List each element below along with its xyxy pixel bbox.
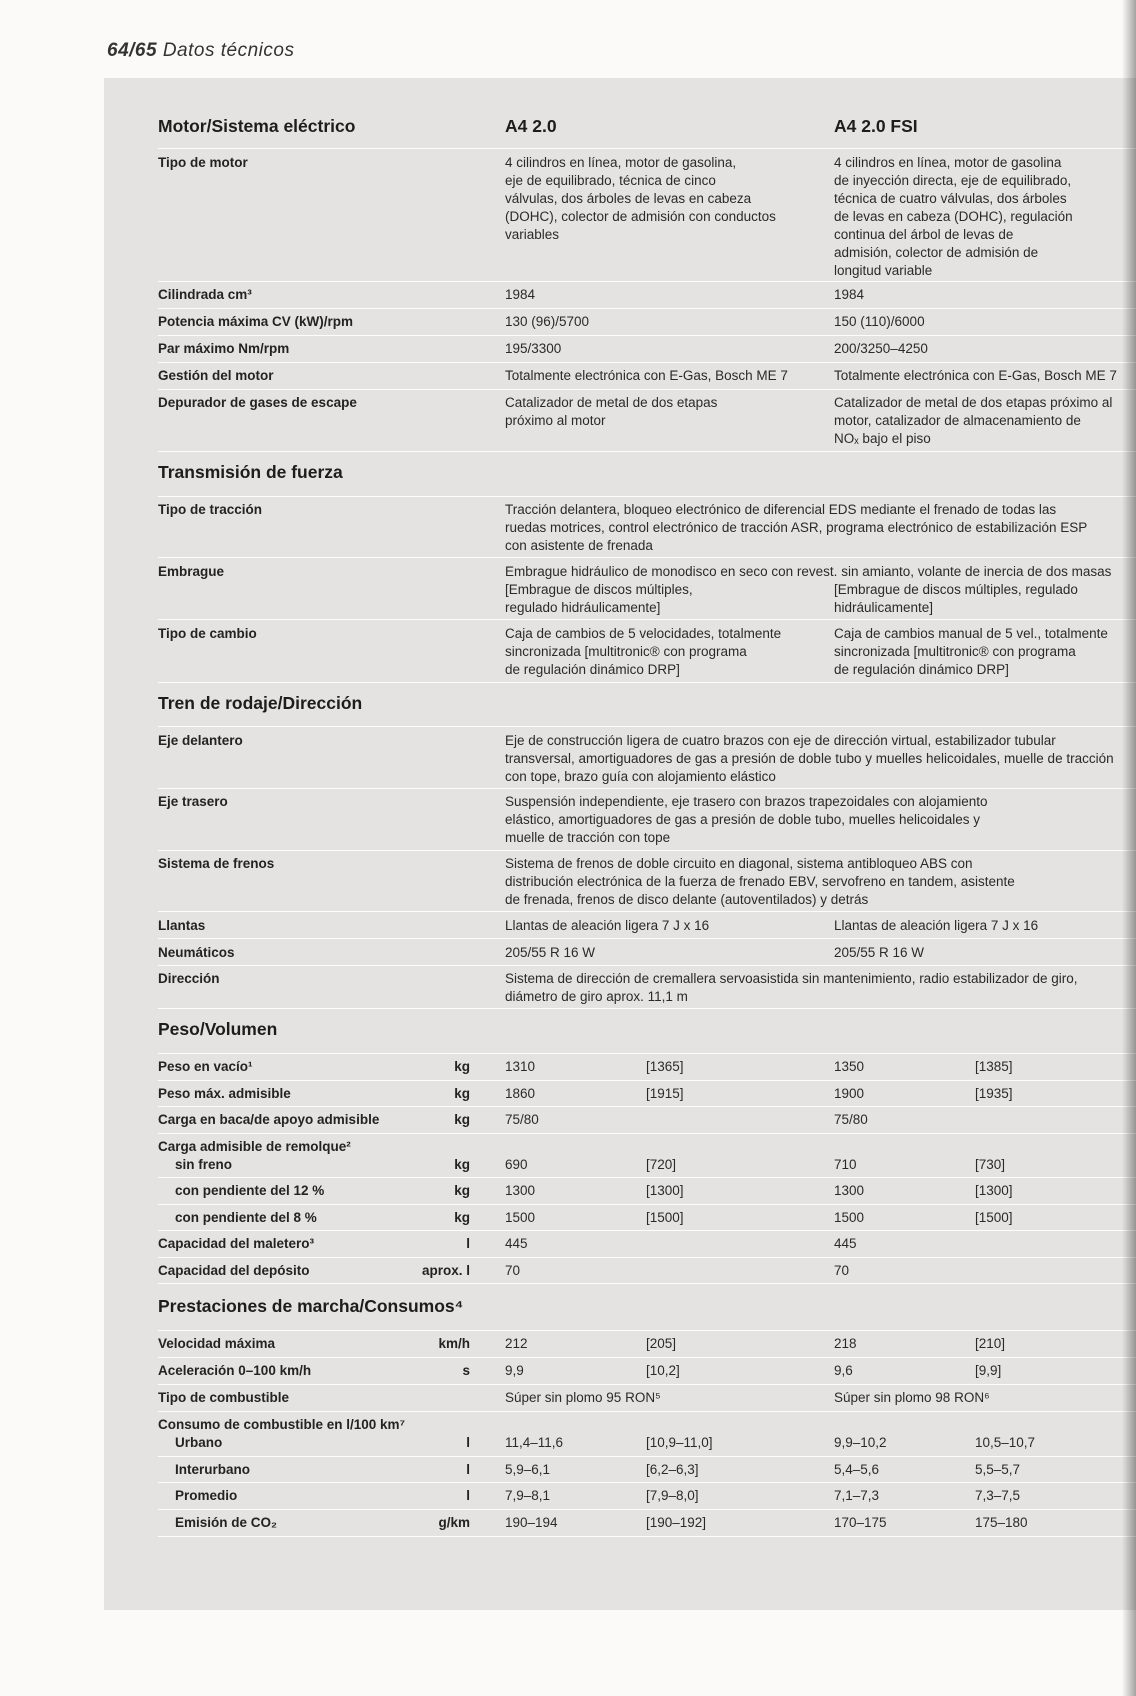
- divider: [158, 1330, 1136, 1331]
- value-gestion-a: Totalmente electrónica con E-Gas, Bosch ME 7: [505, 368, 788, 383]
- value-peso-vacio-a2: [1365]: [646, 1059, 684, 1074]
- value-traccion: Tracción delantera, bloqueo electrónico de diferencial EDS mediante el frenado de todas las ruedas motrices, control electrónico de tracción ASR, programa electrónico de estabilización ESP con asistente de frenada: [505, 502, 1088, 553]
- unit-peso-vacio: kg: [454, 1059, 470, 1074]
- value-tipo-motor-b: 4 cilindros en línea, motor de gasolina de inyección directa, eje de equilibrado, técnica de cuatro válvulas, dos árboles de levas en cabeza (DOHC), regulación continua del árbol de levas de admisión, colector de admisión de longitud variable: [834, 155, 1073, 278]
- divider: [158, 788, 1136, 789]
- divider: [158, 1106, 1136, 1107]
- divider: [158, 850, 1136, 851]
- value-pendiente-8-b2: [1500]: [975, 1210, 1013, 1225]
- divider: [158, 1053, 1136, 1054]
- value-depurador-b: Catalizador de metal de dos etapas próximo al motor, catalizador de almacenamiento de NOₓ bajo el piso: [834, 395, 1113, 446]
- label-embrague: Embrague: [158, 564, 225, 579]
- unit-carga-baca: kg: [454, 1112, 470, 1127]
- value-cambio-b: Caja de cambios manual de 5 vel., totalmente sincronizada [multitronic® con programa de regulación dinámico DRP]: [834, 626, 1108, 677]
- unit-urbano: l: [466, 1435, 470, 1450]
- label-traccion: Tipo de tracción: [158, 502, 263, 517]
- value-aceleracion-b1: 9,6: [834, 1363, 853, 1378]
- unit-emision-co2: g/km: [438, 1515, 470, 1530]
- value-peso-max-b1: 1900: [834, 1086, 865, 1101]
- value-urbano-b2: 10,5–10,7: [975, 1435, 1036, 1450]
- page-title: Datos técnicos: [162, 40, 295, 61]
- unit-interurbano: l: [466, 1462, 470, 1477]
- label-urbano: Urbano: [175, 1435, 223, 1450]
- section-title-peso: Peso/Volumen: [158, 1019, 278, 1039]
- section-title-transmision: Transmisión de fuerza: [158, 462, 343, 482]
- label-direccion: Dirección: [158, 971, 220, 986]
- divider: [158, 1204, 1136, 1205]
- unit-velocidad: km/h: [438, 1336, 470, 1351]
- label-llantas: Llantas: [158, 918, 206, 933]
- label-cambio: Tipo de cambio: [158, 626, 257, 641]
- value-velocidad-a1: 212: [505, 1336, 528, 1351]
- unit-pendiente-8: kg: [454, 1210, 470, 1225]
- value-cilindrada-a: 1984: [505, 287, 536, 302]
- divider: [158, 335, 1136, 336]
- label-aceleracion: Aceleración 0–100 km/h: [158, 1363, 312, 1378]
- unit-promedio: l: [466, 1488, 470, 1503]
- divider: [158, 557, 1136, 558]
- value-urbano-b1: 9,9–10,2: [834, 1435, 887, 1450]
- label-velocidad: Velocidad máxima: [158, 1336, 276, 1351]
- page-number: 64/65: [107, 40, 158, 61]
- divider: [158, 1482, 1136, 1483]
- label-par: Par máximo Nm/rpm: [158, 341, 290, 356]
- column-head-a4-20-fsi: A4 2.0 FSI: [834, 116, 918, 136]
- divider: [158, 1230, 1136, 1231]
- value-sin-freno-a2: [720]: [646, 1157, 677, 1172]
- unit-peso-max: kg: [454, 1086, 470, 1101]
- value-peso-vacio-b2: [1385]: [975, 1059, 1013, 1074]
- value-tipo-motor-a: 4 cilindros en línea, motor de gasolina, eje de equilibrado, técnica de cinco válvulas, dos árboles de levas en cabeza (DOHC), colector de admisión con conductos variables: [505, 155, 776, 242]
- value-llantas-b: Llantas de aleación ligera 7 J x 16: [834, 918, 1039, 933]
- divider: [158, 1411, 1136, 1412]
- value-combustible-b: Súper sin plomo 98 RON⁶: [834, 1390, 990, 1405]
- label-maletero: Capacidad del maletero³: [158, 1236, 315, 1251]
- value-embrague-a: [Embrague de discos múltiples, regulado hidráulicamente]: [505, 582, 693, 615]
- value-neumaticos-b: 205/55 R 16 W: [834, 945, 925, 960]
- divider: [158, 1133, 1136, 1134]
- value-peso-vacio-a1: 1310: [505, 1059, 536, 1074]
- divider: [158, 451, 1136, 452]
- unit-maletero: l: [466, 1236, 470, 1251]
- label-consumo: Consumo de combustible en l/100 km⁷: [158, 1417, 406, 1432]
- value-emision-co2-a1: 190–194: [505, 1515, 558, 1530]
- value-pendiente-8-a1: 1500: [505, 1210, 536, 1225]
- value-eje-trasero: Suspensión independiente, eje trasero con brazos trapezoidales con alojamiento elástico, amortiguadores de gas a presión de doble tubo, muelles helicoidales y muelle de tracción con tope: [505, 794, 988, 845]
- value-pendiente-12-b1: 1300: [834, 1183, 865, 1198]
- value-cambio-a: Caja de cambios de 5 velocidades, totalmente sincronizada [multitronic® con programa de regulación dinámico DRP]: [505, 626, 782, 677]
- value-potencia-b: 150 (110)/6000: [834, 314, 925, 329]
- value-carga-baca-b1: 75/80: [834, 1112, 868, 1127]
- divider: [158, 496, 1136, 497]
- label-eje-trasero: Eje trasero: [158, 794, 228, 809]
- label-cilindrada: Cilindrada cm³: [158, 287, 252, 302]
- label-carga-remolque: Carga admisible de remolque²: [158, 1139, 351, 1154]
- divider: [158, 1536, 1136, 1537]
- value-pendiente-12-b2: [1300]: [975, 1183, 1013, 1198]
- divider: [158, 911, 1136, 912]
- unit-pendiente-12: kg: [454, 1183, 470, 1198]
- label-carga-baca: Carga en baca/de apoyo admisible: [158, 1112, 380, 1127]
- value-promedio-a2: [7,9–8,0]: [646, 1488, 699, 1503]
- value-maletero-b1: 445: [834, 1236, 857, 1251]
- value-deposito-b1: 70: [834, 1263, 850, 1278]
- value-velocidad-b2: [210]: [975, 1336, 1006, 1351]
- divider: [158, 1080, 1136, 1081]
- divider: [158, 1283, 1136, 1284]
- label-potencia: Potencia máxima CV (kW)/rpm: [158, 314, 354, 329]
- label-depurador: Depurador de gases de escape: [158, 395, 357, 410]
- divider: [158, 682, 1136, 683]
- section-title-prestaciones: Prestaciones de marcha/Consumos⁴: [158, 1296, 464, 1316]
- value-sin-freno-b1: 710: [834, 1157, 857, 1172]
- section-title-tren: Tren de rodaje/Dirección: [158, 693, 363, 713]
- value-sin-freno-b2: [730]: [975, 1157, 1006, 1172]
- divider: [158, 1357, 1136, 1358]
- value-emision-co2-b2: 175–180: [975, 1515, 1028, 1530]
- value-velocidad-a2: [205]: [646, 1336, 677, 1351]
- value-depurador-a: Catalizador de metal de dos etapas próximo al motor: [505, 395, 718, 428]
- value-interurbano-a2: [6,2–6,3]: [646, 1462, 699, 1477]
- divider: [158, 362, 1136, 363]
- divider: [158, 726, 1136, 727]
- label-neumaticos: Neumáticos: [158, 945, 235, 960]
- value-peso-max-b2: [1935]: [975, 1086, 1013, 1101]
- page-header: [107, 40, 294, 62]
- value-sin-freno-a1: 690: [505, 1157, 528, 1172]
- value-carga-baca-a1: 75/80: [505, 1112, 539, 1127]
- divider: [158, 1384, 1136, 1385]
- page-gutter-shadow: [1122, 0, 1136, 1696]
- unit-aceleracion: s: [462, 1363, 470, 1378]
- label-emision-co2: Emisión de CO₂: [175, 1515, 278, 1530]
- value-embrague-b: [Embrague de discos múltiples, regulado hidráulicamente]: [834, 582, 1078, 615]
- value-emision-co2-b1: 170–175: [834, 1515, 887, 1530]
- value-deposito-a1: 70: [505, 1263, 521, 1278]
- label-tipo-motor: Tipo de motor: [158, 155, 248, 170]
- label-peso-vacio: Peso en vacío¹: [158, 1059, 253, 1074]
- value-pendiente-12-a2: [1300]: [646, 1183, 684, 1198]
- value-interurbano-a1: 5,9–6,1: [505, 1462, 551, 1477]
- value-emision-co2-a2: [190–192]: [646, 1515, 707, 1530]
- value-direccion: Sistema de dirección de cremallera servoasistida sin mantenimiento, radio estabilizador de giro, diámetro de giro aprox. 11,1 m: [505, 971, 1078, 1004]
- value-embrague: Embrague hidráulico de monodisco en seco con revest. sin amianto, volante de inercia de dos masas: [505, 564, 1112, 579]
- value-combustible-a: Súper sin plomo 95 RON⁵: [505, 1390, 661, 1405]
- value-potencia-a: 130 (96)/5700: [505, 314, 590, 329]
- label-eje-delantero: Eje delantero: [158, 733, 243, 748]
- value-urbano-a2: [10,9–11,0]: [646, 1435, 713, 1450]
- label-gestion: Gestión del motor: [158, 368, 274, 383]
- divider: [158, 308, 1136, 309]
- value-eje-delantero: Eje de construcción ligera de cuatro brazos con eje de dirección virtual, estabilizador tubular transversal, amortiguadores de gas a presión de doble tubo y muelles helicoidales, muelle de tracción con tope, brazo guía con alojamiento elástico: [505, 733, 1114, 784]
- value-promedio-b1: 7,1–7,3: [834, 1488, 880, 1503]
- unit-deposito: aprox. l: [421, 1263, 470, 1278]
- value-frenos: Sistema de frenos de doble circuito en diagonal, sistema antibloqueo ABS con distribución electrónica de la fuerza de frenado EBV, servofreno en tandem, asistente de frenada, frenos de disco delante (autoventilados) y detrás: [505, 856, 1015, 907]
- value-aceleracion-a1: 9,9: [505, 1363, 524, 1378]
- label-promedio: Promedio: [175, 1488, 238, 1503]
- value-interurbano-b2: 5,5–5,7: [975, 1462, 1021, 1477]
- divider: [158, 148, 1136, 149]
- label-combustible: Tipo de combustible: [158, 1390, 290, 1405]
- value-pendiente-8-b1: 1500: [834, 1210, 865, 1225]
- value-velocidad-b1: 218: [834, 1336, 857, 1351]
- label-frenos: Sistema de frenos: [158, 856, 275, 871]
- value-par-a: 195/3300: [505, 341, 562, 356]
- value-maletero-a1: 445: [505, 1236, 528, 1251]
- value-par-b: 200/3250–4250: [834, 341, 928, 356]
- divider: [158, 938, 1136, 939]
- divider: [158, 389, 1136, 390]
- value-pendiente-8-a2: [1500]: [646, 1210, 684, 1225]
- label-sin-freno: sin freno: [175, 1157, 233, 1172]
- value-cilindrada-b: 1984: [834, 287, 865, 302]
- column-head-a4-20: A4 2.0: [505, 116, 557, 136]
- value-urbano-a1: 11,4–11,6: [505, 1435, 564, 1450]
- value-llantas-a: Llantas de aleación ligera 7 J x 16: [505, 918, 710, 933]
- label-pendiente-8: con pendiente del 8 %: [175, 1210, 317, 1225]
- value-peso-max-a2: [1915]: [646, 1086, 684, 1101]
- value-pendiente-12-a1: 1300: [505, 1183, 536, 1198]
- divider: [158, 619, 1136, 620]
- value-aceleracion-a2: [10,2]: [646, 1363, 680, 1378]
- divider: [158, 1177, 1136, 1178]
- label-interurbano: Interurbano: [175, 1462, 251, 1477]
- value-peso-max-a1: 1860: [505, 1086, 536, 1101]
- section-title-motor: Motor/Sistema eléctrico: [158, 116, 356, 136]
- label-peso-max: Peso máx. admisible: [158, 1086, 291, 1101]
- unit-sin-freno: kg: [454, 1157, 470, 1172]
- divider: [158, 1456, 1136, 1457]
- divider: [158, 281, 1136, 282]
- divider: [158, 1509, 1136, 1510]
- divider: [158, 1008, 1136, 1009]
- divider: [158, 1257, 1136, 1258]
- label-deposito: Capacidad del depósito: [158, 1263, 310, 1278]
- value-promedio-b2: 7,3–7,5: [975, 1488, 1021, 1503]
- divider: [158, 965, 1136, 966]
- value-interurbano-b1: 5,4–5,6: [834, 1462, 880, 1477]
- value-aceleracion-b2: [9,9]: [975, 1363, 1002, 1378]
- value-neumaticos-a: 205/55 R 16 W: [505, 945, 596, 960]
- label-pendiente-12: con pendiente del 12 %: [175, 1183, 325, 1198]
- value-gestion-b: Totalmente electrónica con E-Gas, Bosch ME 7: [834, 368, 1117, 383]
- value-promedio-a1: 7,9–8,1: [505, 1488, 551, 1503]
- value-peso-vacio-b1: 1350: [834, 1059, 865, 1074]
